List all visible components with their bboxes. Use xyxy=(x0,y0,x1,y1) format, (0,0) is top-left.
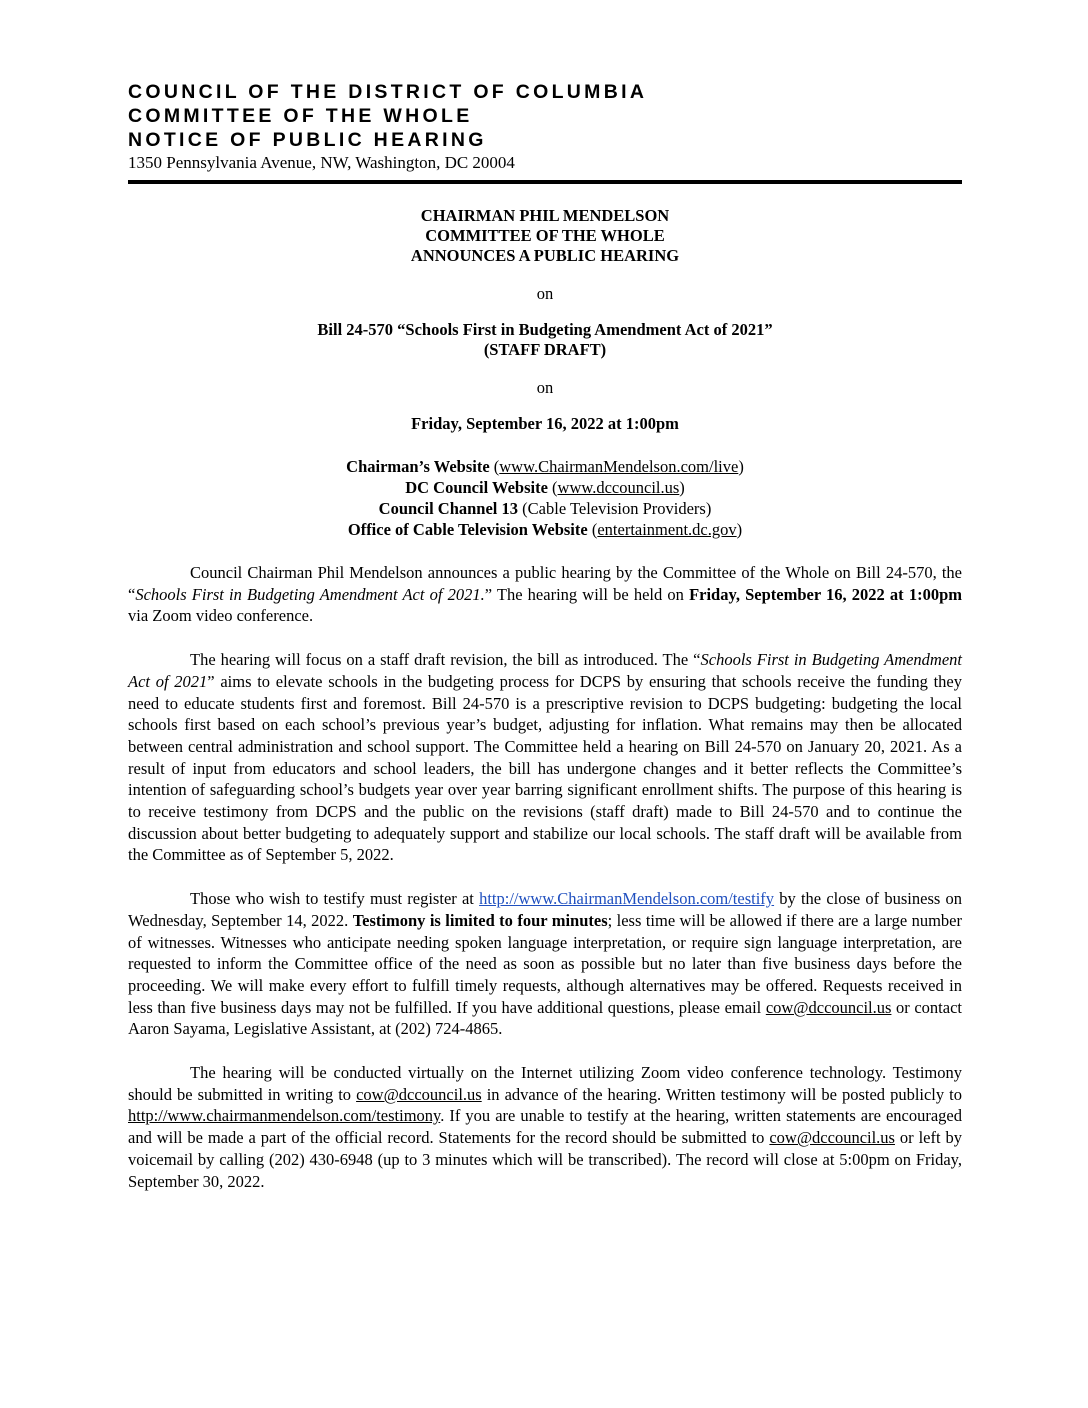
paragraph-focus xyxy=(128,649,962,866)
header-divider xyxy=(128,180,962,184)
bill-name-italic: Schools First in Budgeting Amendment Act of 2021 xyxy=(128,650,963,691)
text-run: Those who wish to testify must register at xyxy=(190,889,480,909)
site-paren-open: ( xyxy=(587,520,598,539)
site-paren-close: ) xyxy=(679,478,685,497)
site-row-channel xyxy=(128,498,962,519)
text-run: or contact Aaron Sayama, Legislative Assistant, at (202) 724-4865. xyxy=(128,997,962,1039)
text-run: The hearing will focus on a staff draft revision, the bill as introduced. The “ xyxy=(190,650,701,670)
broadcast-sites xyxy=(128,456,962,540)
dccouncil-link[interactable]: www.dccouncil.us xyxy=(557,478,680,497)
testimony-limit-bold: Testimony is limited to four minutes xyxy=(352,910,608,930)
hearing-date: Friday, September 16, 2022 at 1:00pm xyxy=(411,414,679,433)
text-run: Council Chairman Phil Mendelson announces a public hearing by the Committee of the Whole on Bill 24-570, the “ xyxy=(128,563,962,604)
text-run: or left by voicemail by calling (202) 430-6948 (up to 3 minutes which will be transcribed). The record will close at 5:00pm on Friday, September 30, 2022. xyxy=(128,1128,962,1191)
site-paren-close: ) xyxy=(738,457,744,476)
notice-title: NOTICE OF PUBLIC HEARING xyxy=(128,129,487,151)
council-title: COUNCIL OF THE DISTRICT OF COLUMBIA xyxy=(128,81,648,103)
entertainment-link[interactable]: entertainment.dc.gov xyxy=(597,520,737,539)
announcement-line-committee: COMMITTEE OF THE WHOLE xyxy=(425,226,665,245)
text-run: ; less time will be allowed if there are a large number of witnesses. Witnesses who anticipate needing spoken language interpretation, or require sign language interpretation, are requested to inform the Committee office of the need as soon as possible but no later than five business days before the proceeding. We will make every effort to fulfill timely requests, although alternatives may be offered. Requests received in less than five business days may not be fulfilled. If you have additional questions, please email xyxy=(128,910,962,1017)
site-name: Council Channel 13 xyxy=(378,499,519,518)
on-text-2: on xyxy=(536,378,554,397)
cow-email-link[interactable]: cow@dccouncil.us xyxy=(765,997,892,1017)
committee-title: COMMITTEE OF THE WHOLE xyxy=(128,105,473,127)
cow-email-link[interactable]: cow@dccouncil.us xyxy=(356,1084,482,1104)
site-name: Office of Cable Television Website xyxy=(347,520,588,539)
testify-link[interactable]: http://www.ChairmanMendelson.com/testify xyxy=(479,889,775,909)
text-run: ” aims to elevate schools in the budgeting process for DCPS by ensuring that schools receive the funding they need to educate students first and foremost. Bill 24-570 is a prescriptive revision to DCPS budgeting: budgeting the local schools first based on each school’s previous year’s budget, adjusting for inflation. What remains may then be allocated between central administration and school support. The Committee held a hearing on Bill 24-570 on January 20, 2021. As a result of input from educators and school leaders, the bill has undergone changes and it better reflects the Committee’s intention of safeguarding school’s budgets year over year barring significant enrollment shifts. The purpose of this hearing is to receive testimony from DCPS and the public on the revisions (staff draft) made to Bill 24-570 and to continue the discussion about better budgeting to adequately support and stabilize our local schools. The staff draft will be available from the Committee as of September 5, 2022. xyxy=(128,671,962,865)
site-paren-open: ( xyxy=(489,457,500,476)
bill-subtitle: (STAFF DRAFT) xyxy=(483,340,607,359)
text-run: The hearing will be conducted virtually on the Internet utilizing Zoom video conference technology. Testimony should be submitted in writing to xyxy=(128,1063,962,1104)
text-run: ” The hearing will be held on xyxy=(484,584,690,604)
council-address: 1350 Pennsylvania Avenue, NW, Washington, DC 20004 xyxy=(128,153,515,172)
site-row-council xyxy=(128,477,962,498)
hearing-date-bold: Friday, September 16, 2022 at 1:00pm xyxy=(689,584,962,604)
site-row-cable xyxy=(128,519,962,540)
site-name: DC Council Website xyxy=(405,478,548,497)
cow-email-link[interactable]: cow@dccouncil.us xyxy=(769,1128,895,1148)
announcement-block xyxy=(128,206,962,266)
text-run: . If you are unable to testify at the hearing, written statements are encouraged and will be made a part of the official record. Statements for the record should be submitted to xyxy=(128,1106,962,1148)
announcement-line-chairman: CHAIRMAN PHIL MENDELSON xyxy=(420,206,670,225)
text-run: by the close of business on Wednesday, September 14, 2022. xyxy=(128,889,962,930)
announcement-line-hearing: ANNOUNCES A PUBLIC HEARING xyxy=(410,246,680,265)
site-paren-close: ) xyxy=(736,520,743,539)
bill-title: Bill 24-570 “Schools First in Budgeting Amendment Act of 2021” xyxy=(317,320,773,339)
text-run: via Zoom video conference. xyxy=(128,606,314,626)
paragraph-testify xyxy=(128,888,962,1040)
site-row-chairman xyxy=(128,456,962,477)
bill-title-block xyxy=(128,320,962,360)
site-name: Chairman’s Website xyxy=(346,457,490,476)
on-text-1: on xyxy=(536,284,554,303)
paragraph-announcement xyxy=(128,562,962,627)
bill-name-italic: Schools First in Budgeting Amendment Act of 2021. xyxy=(135,584,485,604)
site-paren-open: ( xyxy=(547,478,558,497)
text-run: in advance of the hearing. Written testimony will be posted publicly to xyxy=(481,1084,962,1104)
document-page xyxy=(128,80,962,1192)
testimony-link[interactable]: http://www.chairmanmendelson.com/testimony xyxy=(128,1106,441,1126)
paragraph-virtual xyxy=(128,1062,962,1192)
site-description: (Cable Television Providers) xyxy=(518,499,712,518)
chairman-live-link[interactable]: www.ChairmanMendelson.com/live xyxy=(499,457,739,476)
